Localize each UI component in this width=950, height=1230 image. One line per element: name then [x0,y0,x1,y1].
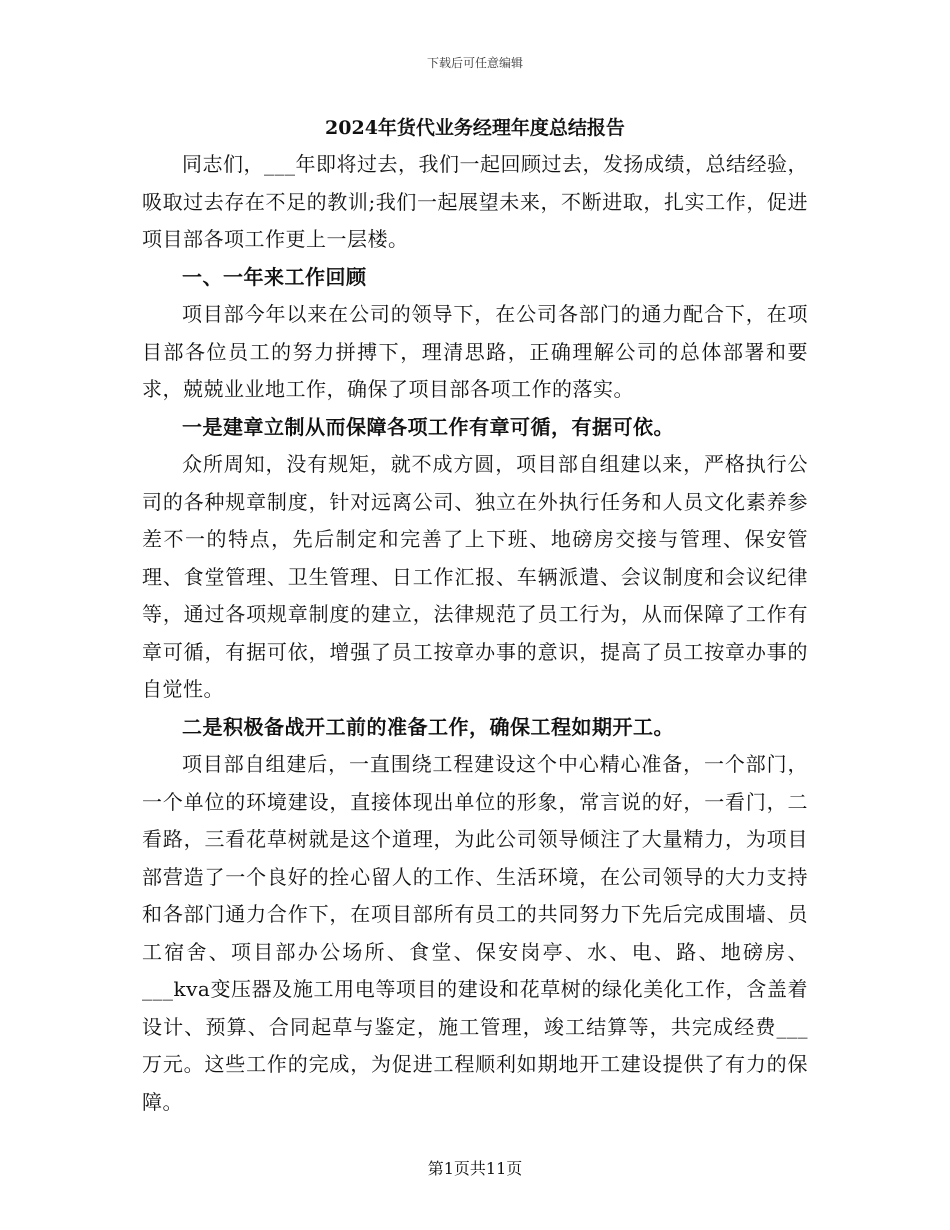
page-header: 下载后可任意编辑 [426,56,523,70]
section-heading-review: 一、一年来工作回顾 [182,264,367,289]
document-title: 2024年货代业务经理年度总结报告 [325,117,625,139]
paragraph-preparation: 项目部自组建后，一直围绕工程建设这个中心精心准备，一个部门，一个单位的环境建设，直接体现出单位的形象，常言说的好，一看门，二看路，三看花草树就是这个道理，为此公司领导倾注了大量精力，为项目部营造了一个良好的拴心留人的工作、生活环境，在公司领导的大力支持和各部门通力合作下，在项目部所有员工的共同努力下先后完成围墙、员工宿舍、项目部办公场所、食堂、保安岗亭、水、电、路、地磅房、___kva变压器及施工用电等项目的建设和花草树的绿化美化工作，含盖着设计、预算、合同起草与鉴定，施工管理，竣工结算等，共完成经费___万元。这些工作的完成，为促进工程顺利如期地开工建设提供了有力的保障。 [142,752,808,1114]
paragraph-overview: 项目部今年以来在公司的领导下，在公司各部门的通力配合下，在项目部各位员工的努力拼搏下，理清思路，正确理解公司的总体部署和要求，兢兢业业地工作，确保了项目部各项工作的落实。 [142,302,808,401]
page-footer: 第1页共11页 [427,1159,523,1178]
paragraph-rules: 众所周知，没有规矩，就不成方圆，项目部自组建以来，严格执行公司的各种规章制度，针对远离公司、独立在外执行任务和人员文化素养参差不一的特点，先后制定和完善了上下班、地磅房交接与管理、保安管理、食堂管理、卫生管理、日工作汇报、车辆派遣、会议制度和会议纪律等，通过各项规章制度的建立，法律规范了员工行为，从而保障了工作有章可循，有据可依，增强了员工按章办事的意识，提高了员工按章办事的自觉性。 [142,452,808,701]
document-body [142,112,808,1121]
subheading-rules: 一是建章立制从而保障各项工作有章可循，有据可依。 [182,414,674,439]
paragraph-intro: 同志们，___年即将过去，我们一起回顾过去，发扬成绩，总结经验，吸取过去存在不足的教训;我们一起展望未来，不断进取，扎实工作，促进项目部各项工作更上一层楼。 [142,152,808,251]
subheading-preparation: 二是积极备战开工前的准备工作，确保工程如期开工。 [182,714,674,739]
